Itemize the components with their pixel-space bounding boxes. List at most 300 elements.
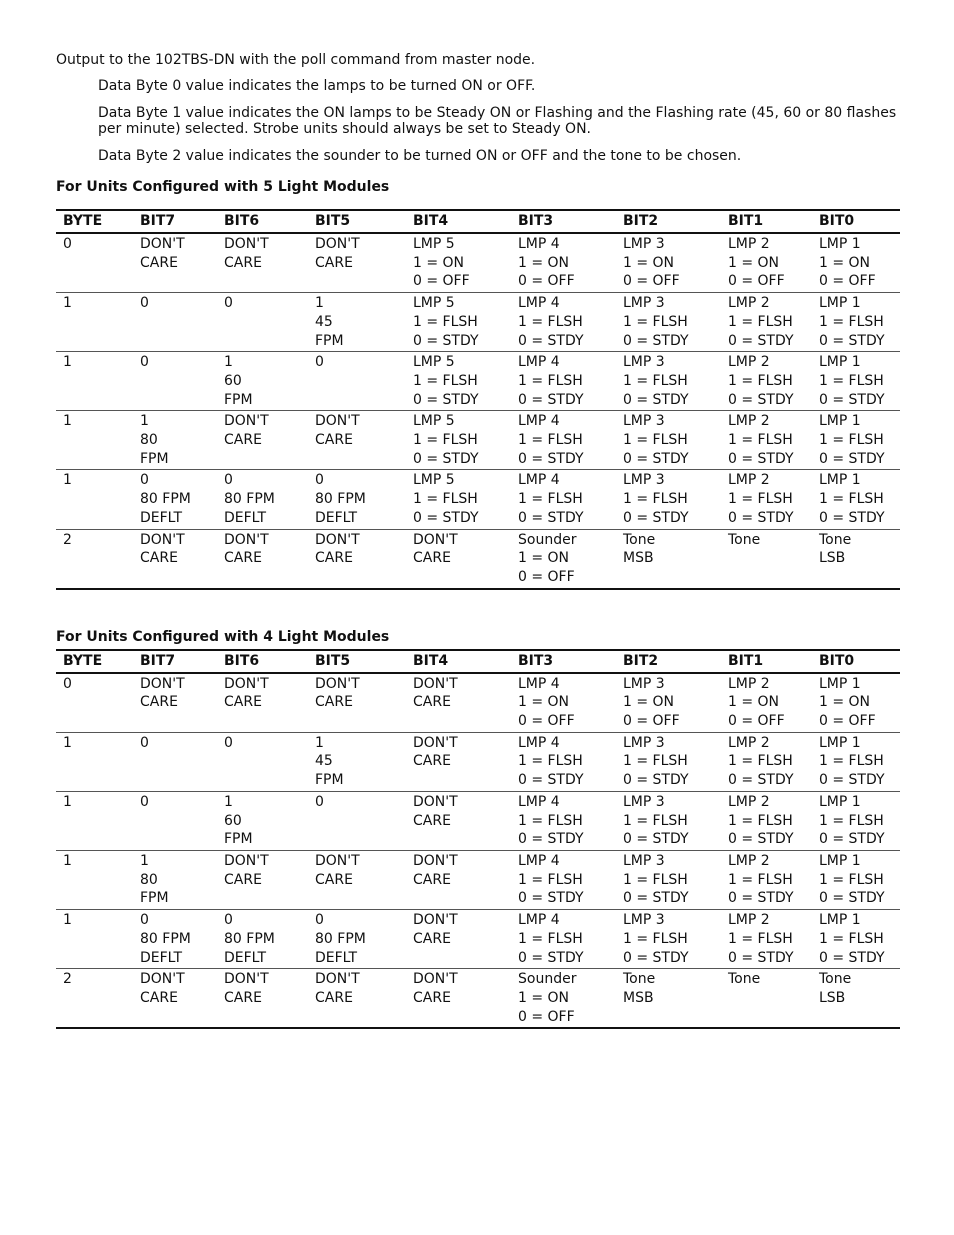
column-header-bit0: BIT0 [812,650,900,673]
table-cell [721,352,812,411]
cell-line: Tone [728,971,761,988]
cell-line: LMP 3 [623,793,665,810]
cell-line: 0 = STDY [518,949,584,966]
cell-line: DON'T [224,852,269,869]
cell-line: LMP 1 [819,793,861,810]
table-cell [56,352,133,411]
cell-line: DEFLT [140,949,183,966]
cell-line: DON'T [224,236,269,252]
cell-line: 1 [315,734,324,751]
table-cell [812,411,900,470]
table-cell [511,352,616,411]
cell-line: 80 [140,432,158,449]
cell-line: CARE [413,812,451,829]
cell-line: 0 = STDY [623,509,689,526]
cell-line: DON'T [315,236,360,252]
cell-line: MSB [623,550,654,567]
cell-line: 0 = STDY [518,509,584,526]
table-title: For Units Configured with 4 Light Modules [56,628,390,645]
cell-line: 0 = STDY [623,450,689,467]
cell-line: LMP 3 [623,852,665,869]
table-cell [406,293,511,352]
table-cell [511,910,616,969]
cell-line: 0 = STDY [728,332,794,349]
table-cell [133,732,217,791]
cell-line: DON'T [224,413,269,430]
table-cell [812,732,900,791]
table-cell [56,411,133,470]
cell-line: CARE [315,550,353,567]
table-body [56,233,900,589]
cell-line: LMP 4 [518,675,560,692]
cell-line: DON'T [413,531,458,548]
table-cell [616,791,721,850]
cell-line: Tone [623,971,656,988]
cell-line: 1 = ON [413,254,465,271]
cell-line: FPM [315,332,344,349]
cell-line: CARE [224,871,262,888]
cell-line: MSB [623,989,654,1006]
cell-line: CARE [140,550,178,567]
table-cell [812,352,900,411]
cell-line: CARE [224,432,262,449]
cell-line: LMP 4 [518,793,560,810]
cell-line: 0 [224,472,233,489]
table-cell [812,529,900,589]
cell-line: FPM [315,772,344,789]
cell-line: 0 = STDY [728,890,794,907]
cell-line: 1 [63,354,72,371]
cell-line: 0 = STDY [623,332,689,349]
table-cell [616,673,721,733]
cell-line: DON'T [224,675,269,692]
cell-line: Sounder [518,531,577,548]
table-cell [217,910,308,969]
cell-line: DEFLT [224,509,267,526]
cell-line: 1 = FLSH [819,432,884,449]
table-cell [616,910,721,969]
table-cell [616,850,721,909]
cell-line: 0 = STDY [413,450,479,467]
cell-line: 1 = FLSH [623,871,688,888]
cell-line: 1 [63,912,72,929]
cell-line: 1 = FLSH [728,753,793,770]
table-cell [308,352,406,411]
table-cell [217,293,308,352]
cell-line: 1 = FLSH [819,753,884,770]
cell-line: FPM [140,890,169,907]
cell-line: 0 = STDY [728,772,794,789]
table-header-row [56,650,900,673]
cell-line: 1 = FLSH [413,313,478,330]
cell-line: LMP 4 [518,236,560,252]
cell-line: LMP 5 [413,236,455,252]
table-cell [616,411,721,470]
cell-line: 0 [140,354,149,371]
cell-line: 0 = STDY [728,831,794,848]
cell-line: LMP 4 [518,852,560,869]
cell-line: LMP 3 [623,472,665,489]
table-cell [721,910,812,969]
cell-line: DON'T [413,971,458,988]
table-cell [217,969,308,1029]
cell-line: 80 FPM [224,491,275,508]
table-cell [308,293,406,352]
cell-line: 0 [63,236,72,252]
cell-line: 1 [63,852,72,869]
column-header-bit4: BIT4 [406,210,511,233]
table-cell [133,910,217,969]
cell-line: DON'T [413,912,458,929]
cell-line: DON'T [140,236,185,252]
table-cell [56,969,133,1029]
cell-line: 1 = FLSH [623,812,688,829]
cell-line: 1 = FLSH [728,372,793,389]
cell-line: 1 = ON [819,694,871,711]
table-cell [511,529,616,589]
cell-line: 45 [315,313,333,330]
cell-line: 80 FPM [315,930,366,947]
cell-line: 0 = OFF [518,568,575,585]
cell-line: 1 = FLSH [728,313,793,330]
cell-line: FPM [140,450,169,467]
table-cell [308,233,406,293]
column-header-bit1: BIT1 [721,650,812,673]
cell-line: 0 = STDY [518,332,584,349]
cell-line: LSB [819,989,846,1006]
cell-line: CARE [413,871,451,888]
column-header-bit5: BIT5 [308,210,406,233]
cell-line: 1 = FLSH [518,812,583,829]
table-cell [616,470,721,529]
cell-line: DEFLT [140,509,183,526]
cell-line: 0 [140,793,149,810]
cell-line: 1 = ON [819,254,871,271]
cell-line: LMP 3 [623,236,665,252]
cell-line: CARE [140,989,178,1006]
cell-line: LMP 2 [728,793,770,810]
table-row [56,732,900,791]
table-cell [616,293,721,352]
cell-line: LMP 2 [728,472,770,489]
table-cell [308,791,406,850]
cell-line: LMP 2 [728,675,770,692]
paragraph-data-byte-2: Data Byte 2 value indicates the sounder to be turned ON or OFF and the tone to be chosen. [98,148,742,164]
cell-line: Sounder [518,971,577,988]
table-cell [616,233,721,293]
cell-line: 0 = STDY [518,831,584,848]
table-cell [56,732,133,791]
document-page [56,52,900,1067]
cell-line: LMP 4 [518,734,560,751]
cell-line: 0 = STDY [819,890,885,907]
table-cell [406,470,511,529]
table-cell [56,850,133,909]
cell-line: 1 = FLSH [819,491,884,508]
cell-line: 80 [140,871,158,888]
cell-line: 2 [63,971,72,988]
table-cell [308,969,406,1029]
cell-line: 0 = STDY [518,772,584,789]
bit-table-4-modules [56,649,900,1030]
table-cell [812,673,900,733]
cell-line: 0 = STDY [623,831,689,848]
table-cell [812,791,900,850]
cell-line: LMP 2 [728,354,770,371]
cell-line: DEFLT [315,509,358,526]
table-cell [511,850,616,909]
table-cell [721,470,812,529]
cell-line: 0 = STDY [819,450,885,467]
cell-line: LMP 2 [728,852,770,869]
cell-line: DON'T [224,971,269,988]
table-header-row [56,210,900,233]
table-cell [308,673,406,733]
cell-line: 1 [63,413,72,430]
column-header-bit7: BIT7 [133,650,217,673]
cell-line: CARE [140,694,178,711]
cell-line: 0 = STDY [728,949,794,966]
cell-line: 1 [63,734,72,751]
cell-line: 1 = FLSH [728,871,793,888]
paragraph-data-byte-0: Data Byte 0 value indicates the lamps to be turned ON or OFF. [98,78,536,94]
table-row [56,673,900,733]
table-cell [616,529,721,589]
table-row [56,791,900,850]
cell-line: 0 = STDY [819,831,885,848]
cell-line: 80 FPM [224,930,275,947]
table-cell [133,529,217,589]
column-header-bit7: BIT7 [133,210,217,233]
table-cell [406,233,511,293]
cell-line: Tone [819,971,852,988]
cell-line: Tone [819,531,852,548]
table-cell [217,411,308,470]
table-body [56,673,900,1029]
cell-line: 1 = ON [518,694,570,711]
cell-line: CARE [315,432,353,449]
cell-line: 0 [224,912,233,929]
column-header-bit3: BIT3 [511,650,616,673]
cell-line: Tone [728,531,761,548]
table-row [56,470,900,529]
cell-line: 1 = FLSH [623,491,688,508]
cell-line: 0 = STDY [623,890,689,907]
cell-line: 1 = ON [518,254,570,271]
cell-line: 1 [63,472,72,489]
table-cell [406,673,511,733]
column-header-bit4: BIT4 [406,650,511,673]
table-cell [406,910,511,969]
cell-line: 0 = OFF [518,713,575,730]
table-cell [616,732,721,791]
cell-line: LMP 1 [819,852,861,869]
cell-line: 1 = FLSH [728,930,793,947]
cell-line: 0 = STDY [819,332,885,349]
table-cell [812,910,900,969]
table-cell [721,969,812,1029]
table-cell [308,470,406,529]
table-cell [217,673,308,733]
table-cell [56,233,133,293]
cell-line: FPM [224,831,253,848]
cell-line: LMP 2 [728,295,770,312]
cell-line: 0 = OFF [518,273,575,290]
table-cell [133,293,217,352]
table-cell [133,233,217,293]
table-cell [133,673,217,733]
cell-line: DEFLT [315,949,358,966]
cell-line: 1 = FLSH [819,812,884,829]
cell-line: 0 [140,295,149,312]
table-cell [133,411,217,470]
cell-line: 0 = OFF [819,713,876,730]
table-row [56,293,900,352]
cell-line: 0 = STDY [819,509,885,526]
cell-line: DON'T [413,734,458,751]
cell-line: 0 = STDY [623,391,689,408]
column-header-bit2: BIT2 [616,650,721,673]
cell-line: DEFLT [224,949,267,966]
table-cell [217,470,308,529]
table-cell [308,910,406,969]
column-header-bit5: BIT5 [308,650,406,673]
table-cell [217,233,308,293]
cell-line: 1 = FLSH [623,432,688,449]
table-cell [406,791,511,850]
cell-line: LMP 3 [623,295,665,312]
cell-line: 1 = ON [623,694,675,711]
cell-line: 0 = STDY [728,509,794,526]
cell-line: 1 [140,413,149,430]
cell-line: 0 = STDY [819,772,885,789]
cell-line: 1 = FLSH [518,930,583,947]
cell-line: LMP 4 [518,413,560,430]
cell-line: 0 = OFF [728,273,785,290]
cell-line: 1 = FLSH [623,753,688,770]
table-cell [406,529,511,589]
table-cell [133,352,217,411]
table-cell [406,411,511,470]
cell-line: LSB [819,550,846,567]
table-cell [812,233,900,293]
table-cell [511,233,616,293]
cell-line: 0 = OFF [819,273,876,290]
cell-line: 0 = STDY [819,949,885,966]
table-cell [406,850,511,909]
cell-line: 0 = OFF [413,273,470,290]
cell-line: 1 = ON [518,550,570,567]
cell-line: CARE [224,694,262,711]
table-cell [56,293,133,352]
table-cell [812,470,900,529]
table-cell [721,411,812,470]
cell-line: LMP 5 [413,472,455,489]
cell-line: 1 = FLSH [728,491,793,508]
cell-line: CARE [224,254,262,271]
table-cell [406,352,511,411]
table-cell [721,791,812,850]
cell-line: 0 [315,354,324,371]
table-cell [616,969,721,1029]
column-header-bit2: BIT2 [616,210,721,233]
cell-line: CARE [315,694,353,711]
cell-line: CARE [413,753,451,770]
cell-line: 0 = STDY [623,772,689,789]
cell-line: 0 = STDY [413,332,479,349]
cell-line: 0 [140,472,149,489]
cell-line: 80 FPM [140,930,191,947]
column-header-bit3: BIT3 [511,210,616,233]
cell-line: 0 [140,734,149,751]
cell-line: 1 = FLSH [623,372,688,389]
cell-line: CARE [224,550,262,567]
cell-line: DON'T [315,675,360,692]
cell-line: 1 = FLSH [518,432,583,449]
table-cell [56,791,133,850]
column-header-bit6: BIT6 [217,210,308,233]
cell-line: 1 = ON [518,989,570,1006]
cell-line: 1 = FLSH [518,491,583,508]
table-cell [721,673,812,733]
table-cell [511,969,616,1029]
column-header-byte: BYTE [56,210,133,233]
column-header-bit1: BIT1 [721,210,812,233]
cell-line: 0 [315,472,324,489]
cell-line: LMP 5 [413,295,455,312]
cell-line: LMP 4 [518,912,560,929]
table-cell [56,529,133,589]
cell-line: CARE [413,550,451,567]
table-cell [511,732,616,791]
cell-line: 1 = ON [728,694,780,711]
cell-line: 0 = STDY [623,949,689,966]
cell-line: LMP 5 [413,354,455,371]
cell-line: 1 = FLSH [623,313,688,330]
cell-line: LMP 1 [819,236,861,252]
cell-line: 1 [224,354,233,371]
cell-line: 0 = STDY [518,450,584,467]
cell-line: LMP 3 [623,912,665,929]
cell-line: LMP 1 [819,295,861,312]
table-cell [56,910,133,969]
cell-line: 0 = STDY [728,450,794,467]
cell-line: 80 FPM [140,491,191,508]
cell-line: 1 = ON [623,254,675,271]
cell-line: LMP 3 [623,354,665,371]
cell-line: CARE [413,930,451,947]
cell-line: LMP 2 [728,912,770,929]
cell-line: 0 [224,734,233,751]
cell-line: 1 = FLSH [518,313,583,330]
table-cell [217,732,308,791]
cell-line: LMP 4 [518,354,560,371]
cell-line: 1 = FLSH [728,432,793,449]
table-row [56,850,900,909]
cell-line: 0 = OFF [623,713,680,730]
cell-line: LMP 4 [518,472,560,489]
table-cell [308,411,406,470]
cell-line: DON'T [315,413,360,430]
cell-line: DON'T [315,852,360,869]
cell-line: CARE [315,989,353,1006]
cell-line: 0 [315,793,324,810]
cell-line: 1 = FLSH [413,432,478,449]
cell-line: DON'T [224,531,269,548]
cell-line: DON'T [315,971,360,988]
table-cell [616,352,721,411]
table-cell [511,673,616,733]
